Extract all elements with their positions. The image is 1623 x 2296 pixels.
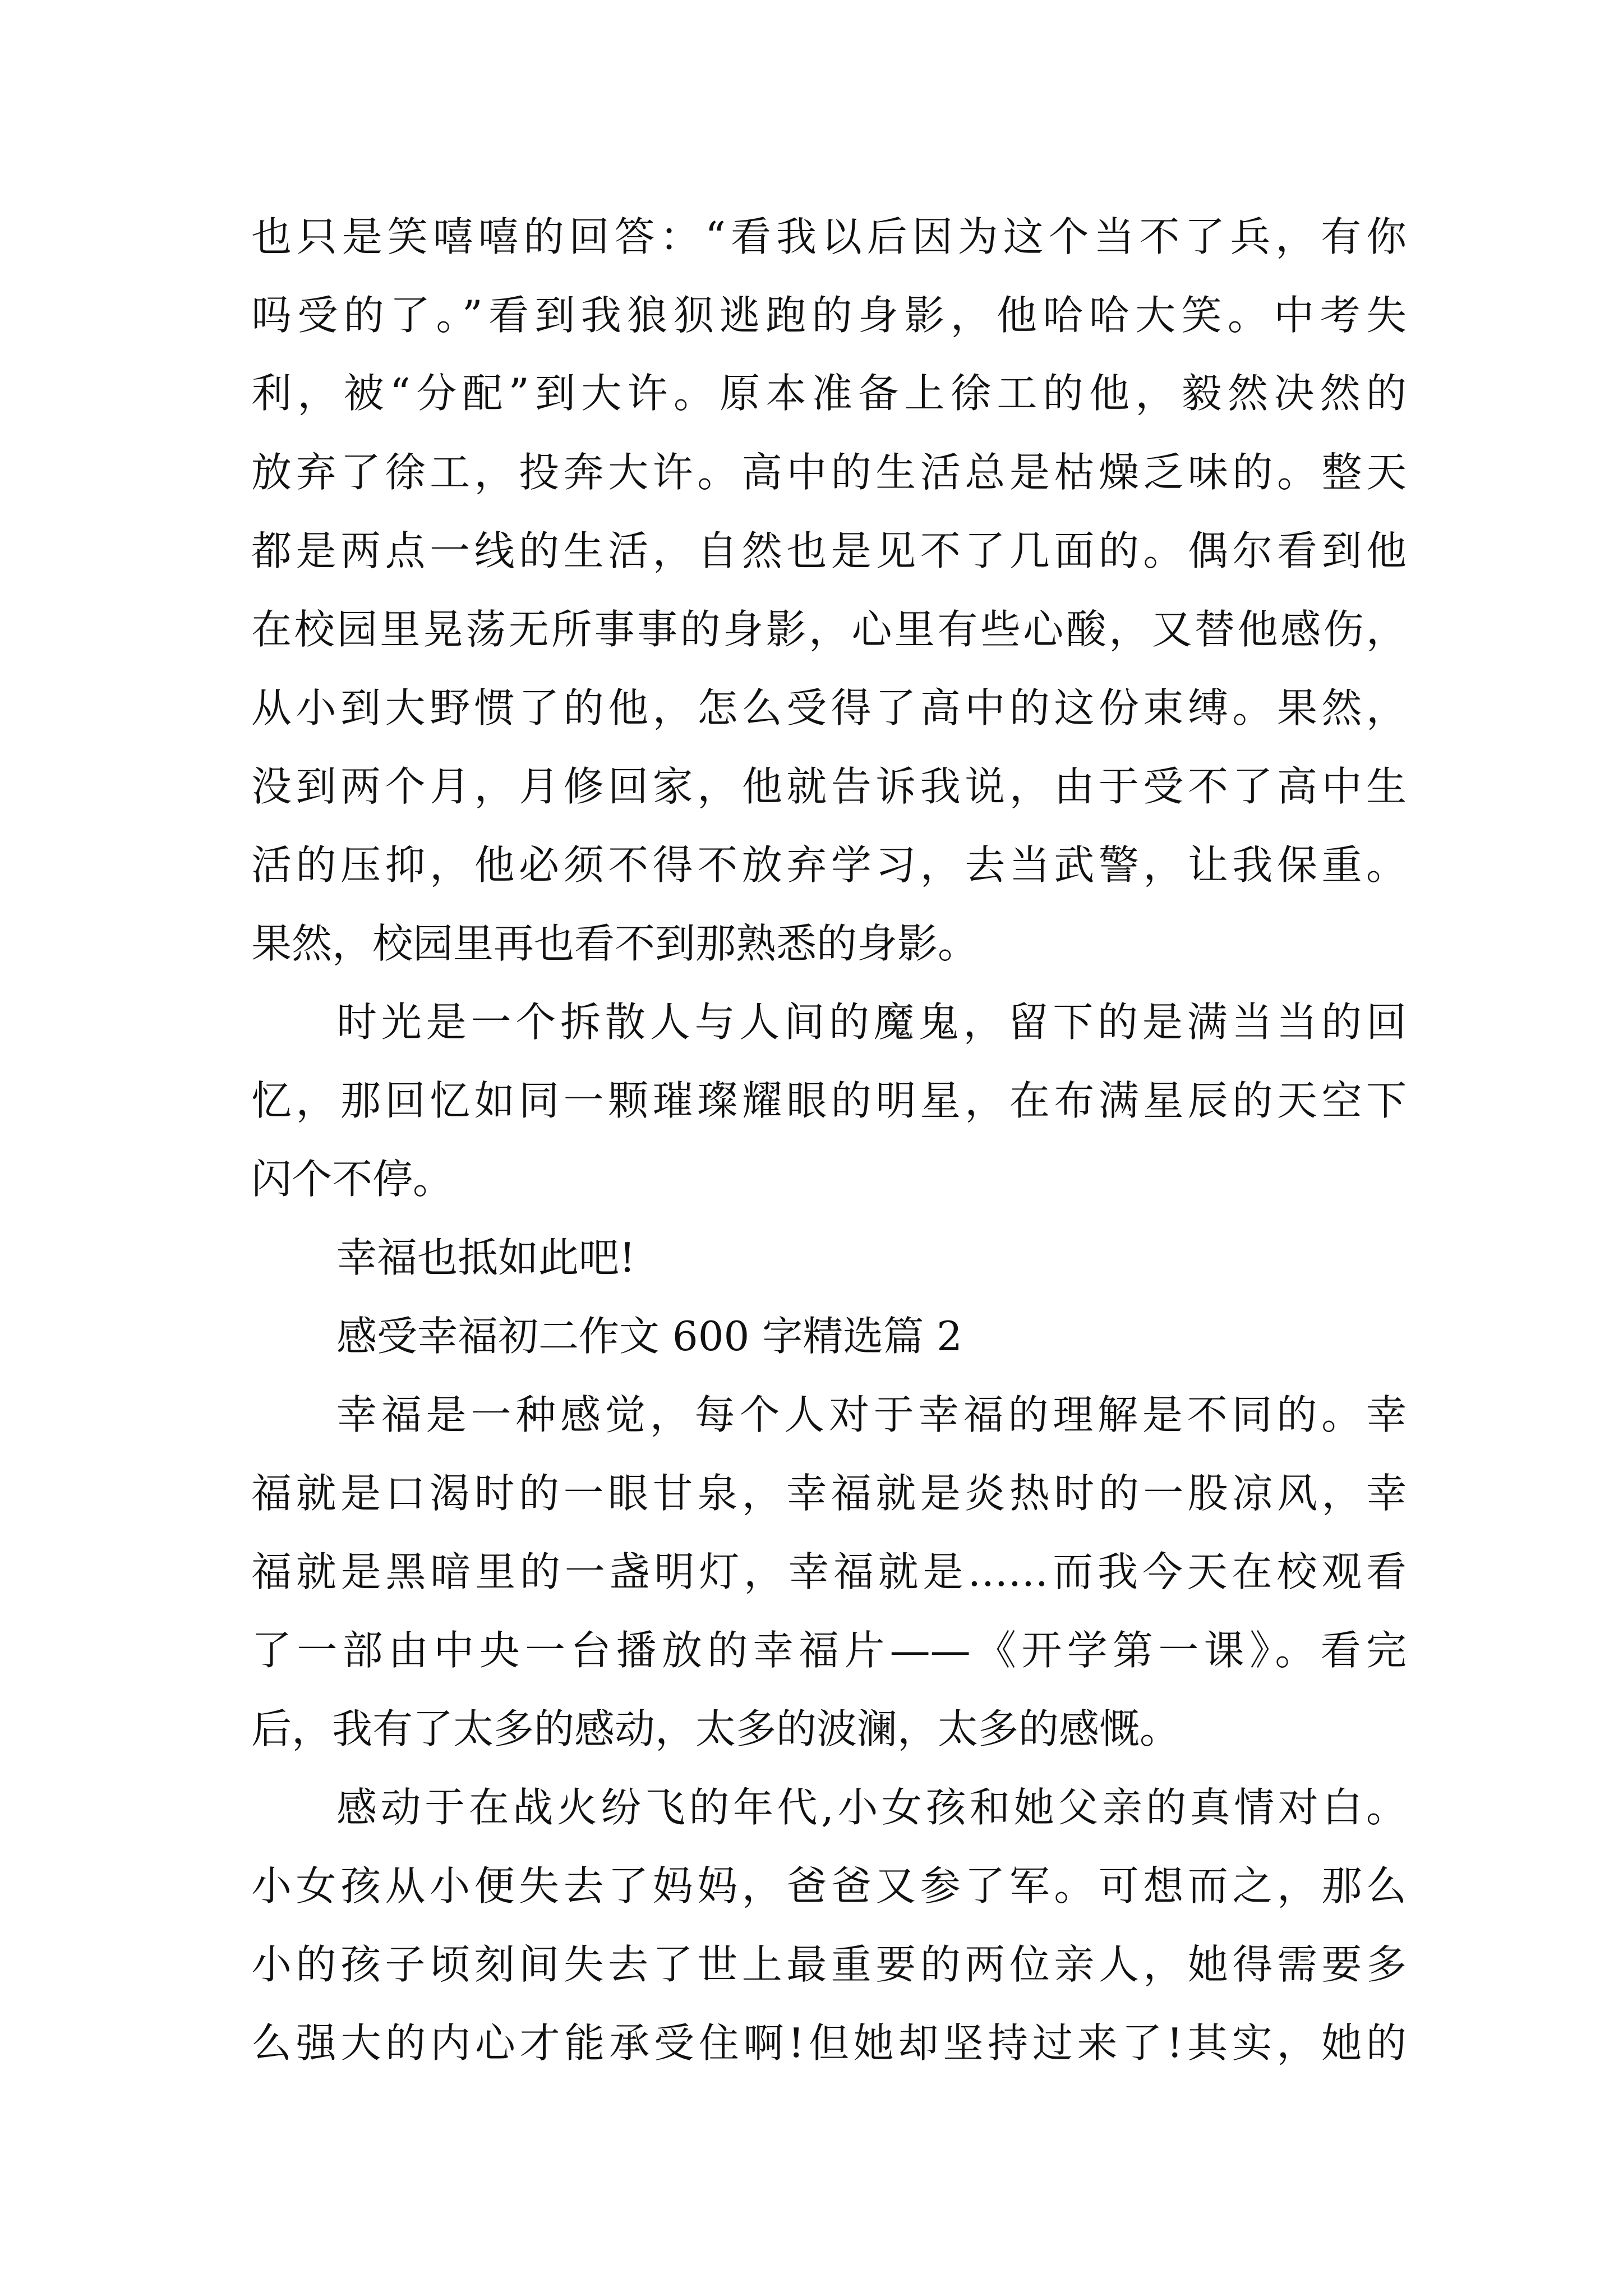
text-line: 小女孩从小便失去了妈妈，爸爸又参了军。可想而之，那么 (251, 1862, 1407, 1910)
text-line: 没到两个月，月修回家，他就告诉我说，由于受不了高中生 (251, 763, 1407, 810)
section-heading: 感受幸福初二作文 600 字精选篇 2 (336, 1313, 962, 1360)
text-line: 忆，那回忆如同一颗璀璨耀眼的明星，在布满星辰的天空下 (251, 1077, 1407, 1124)
text-line: 么强大的内心才能承受住啊!但她却坚持过来了!其实，她的 (251, 2019, 1407, 2067)
text-line: 福就是口渴时的一眼甘泉，幸福就是炎热时的一股凉风，幸 (251, 1470, 1407, 1517)
text-line: 吗受的了。”看到我狼狈逃跑的身影，他哈哈大笑。中考失 (251, 292, 1407, 339)
text-line: 后，我有了太多的感动，太多的波澜，太多的感慨。 (251, 1705, 1181, 1752)
text-line: 从小到大野惯了的他，怎么受得了高中的这份束缚。果然， (251, 684, 1407, 731)
text-line: 福就是黑暗里的一盏明灯，幸福就是……而我今天在校观看 (251, 1548, 1407, 1595)
text-line: 幸福是一种感觉，每个人对于幸福的理解是不同的。幸 (336, 1391, 1407, 1438)
text-line: 感动于在战火纷飞的年代,小女孩和她父亲的真情对白。 (336, 1784, 1407, 1831)
text-line: 活的压抑，他必须不得不放弃学习，去当武警，让我保重。 (251, 841, 1407, 889)
text-line: 时光是一个拆散人与人间的魔鬼，留下的是满当当的回 (336, 999, 1407, 1046)
text-line: 幸福也抵如此吧! (336, 1234, 635, 1281)
text-line: 也只是笑嘻嘻的回答：“看我以后因为这个当不了兵，有你 (251, 213, 1407, 260)
text-line: 闪个不停。 (251, 1156, 454, 1203)
text-line: 都是两点一线的生活，自然也是见不了几面的。偶尔看到他 (251, 527, 1407, 574)
text-line: 利，被“分配”到大许。原本准备上徐工的他，毅然决然的 (251, 370, 1407, 417)
text-line: 果然，校园里再也看不到那熟悉的身影。 (251, 920, 979, 967)
text-line: 小的孩子顷刻间失去了世上最重要的两位亲人，她得需要多 (251, 1941, 1407, 1988)
text-line: 了一部由中央一台播放的幸福片——《开学第一课》。看完 (251, 1627, 1407, 1674)
text-line: 放弃了徐工，投奔大许。高中的生活总是枯燥乏味的。整天 (251, 449, 1407, 496)
text-line: 在校园里晃荡无所事事的身影，心里有些心酸，又替他感伤， (251, 606, 1407, 653)
